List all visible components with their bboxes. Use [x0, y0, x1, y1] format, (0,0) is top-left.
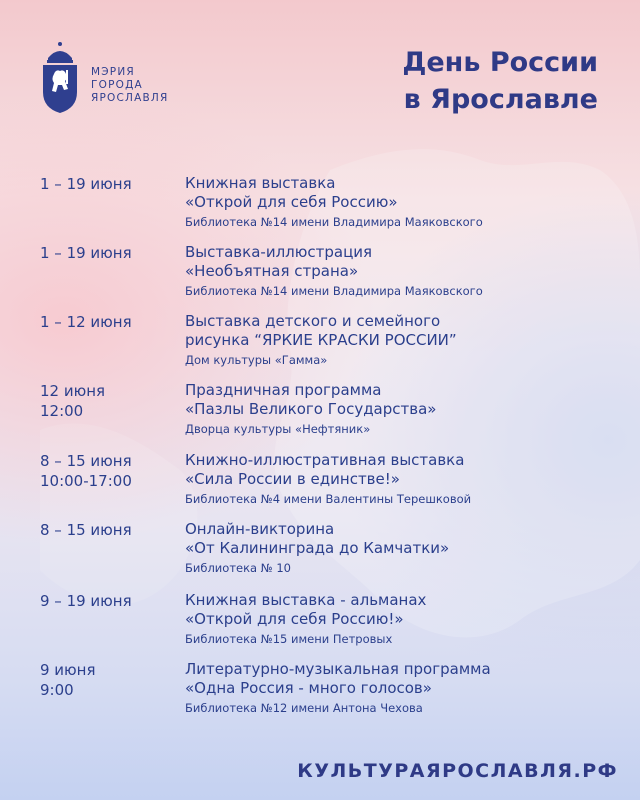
event-time-line: 9:00 — [40, 681, 74, 699]
event-time-line: 12:00 — [40, 402, 84, 420]
event-date-line: 1 – 19 июня — [40, 175, 132, 193]
event-title — [185, 660, 605, 698]
event-title-line: «Сила России в единстве!» — [185, 470, 400, 488]
event-info — [185, 174, 605, 230]
logo-line: ГОРОДА — [91, 79, 143, 91]
event-date — [40, 174, 180, 194]
event-date-line: 8 – 15 июня — [40, 521, 132, 539]
page-title-line: в Ярославле — [403, 84, 598, 115]
website-link[interactable]: КУЛЬТУРАЯРОСЛАВЛЯ.РФ — [297, 760, 618, 782]
event-info — [185, 660, 605, 716]
event-title-line: рисунка “ЯРКИЕ КРАСКИ РОССИИ” — [185, 331, 457, 349]
event-title-line: Литературно-музыкальная программа — [185, 660, 491, 678]
event-date-line: 8 – 15 июня — [40, 452, 132, 470]
event-venue: Библиотека №4 имени Валентины Терешковой — [185, 492, 472, 506]
event-info — [185, 451, 605, 507]
event-title-line: «Открой для себя Россию» — [185, 193, 398, 211]
event-title-line: «Одна Россия - много голосов» — [185, 679, 432, 697]
event-title — [185, 381, 605, 419]
event-venue: Дом культуры «Гамма» — [185, 353, 328, 367]
event-title — [185, 451, 605, 489]
event-date-line: 1 – 12 июня — [40, 313, 132, 331]
event-title — [185, 520, 605, 558]
event-info — [185, 591, 605, 647]
logo-line: МЭРИЯ — [91, 66, 135, 78]
event-info — [185, 312, 605, 368]
event-info — [185, 243, 605, 299]
event-date-line: 9 – 19 июня — [40, 592, 132, 610]
logo-text — [91, 66, 241, 105]
event-date-line: 9 июня — [40, 661, 96, 679]
event-date — [40, 312, 180, 332]
event-title-line: Выставка детского и семейного — [185, 312, 441, 330]
event-date — [40, 451, 180, 491]
logo-line: ЯРОСЛАВЛЯ — [91, 92, 169, 104]
event-title-line: Книжно-иллюстративная выставка — [185, 451, 465, 469]
event-title-line: «Пазлы Великого Государства» — [185, 400, 437, 418]
event-date-line: 1 – 19 июня — [40, 244, 132, 262]
event-title — [185, 591, 605, 629]
event-title — [185, 312, 605, 350]
event-venue: Библиотека №14 имени Владимира Маяковского — [185, 215, 483, 229]
page-title-line: День России — [402, 47, 598, 78]
event-date — [40, 520, 180, 540]
event-title — [185, 243, 605, 281]
yaroslavl-coat-of-arms-icon — [40, 40, 80, 114]
page-title — [402, 44, 598, 118]
event-venue: Дворца культуры «Нефтяник» — [185, 422, 371, 436]
event-date — [40, 591, 180, 611]
event-info — [185, 520, 605, 576]
event-title-line: «Открой для себя Россию!» — [185, 610, 404, 628]
event-title — [185, 174, 605, 212]
event-date — [40, 660, 180, 700]
event-title-line: Праздничная программа — [185, 381, 382, 399]
event-title-line: Выставка-иллюстрация — [185, 243, 373, 261]
event-venue: Библиотека № 10 — [185, 561, 291, 575]
event-title-line: «Необъятная страна» — [185, 262, 359, 280]
event-date-line: 12 июня — [40, 382, 106, 400]
event-info — [185, 381, 605, 437]
event-title-line: Книжная выставка — [185, 174, 336, 192]
event-venue: Библиотека №12 имени Антона Чехова — [185, 701, 423, 715]
event-title-line: Онлайн-викторина — [185, 520, 335, 538]
event-title-line: Книжная выставка - альманах — [185, 591, 427, 609]
event-date — [40, 243, 180, 263]
event-title-line: «От Калининграда до Камчатки» — [185, 539, 450, 557]
event-date — [40, 381, 180, 421]
event-time-line: 10:00-17:00 — [40, 472, 132, 490]
event-venue: Библиотека №15 имени Петровых — [185, 632, 393, 646]
event-venue: Библиотека №14 имени Владимира Маяковского — [185, 284, 483, 298]
